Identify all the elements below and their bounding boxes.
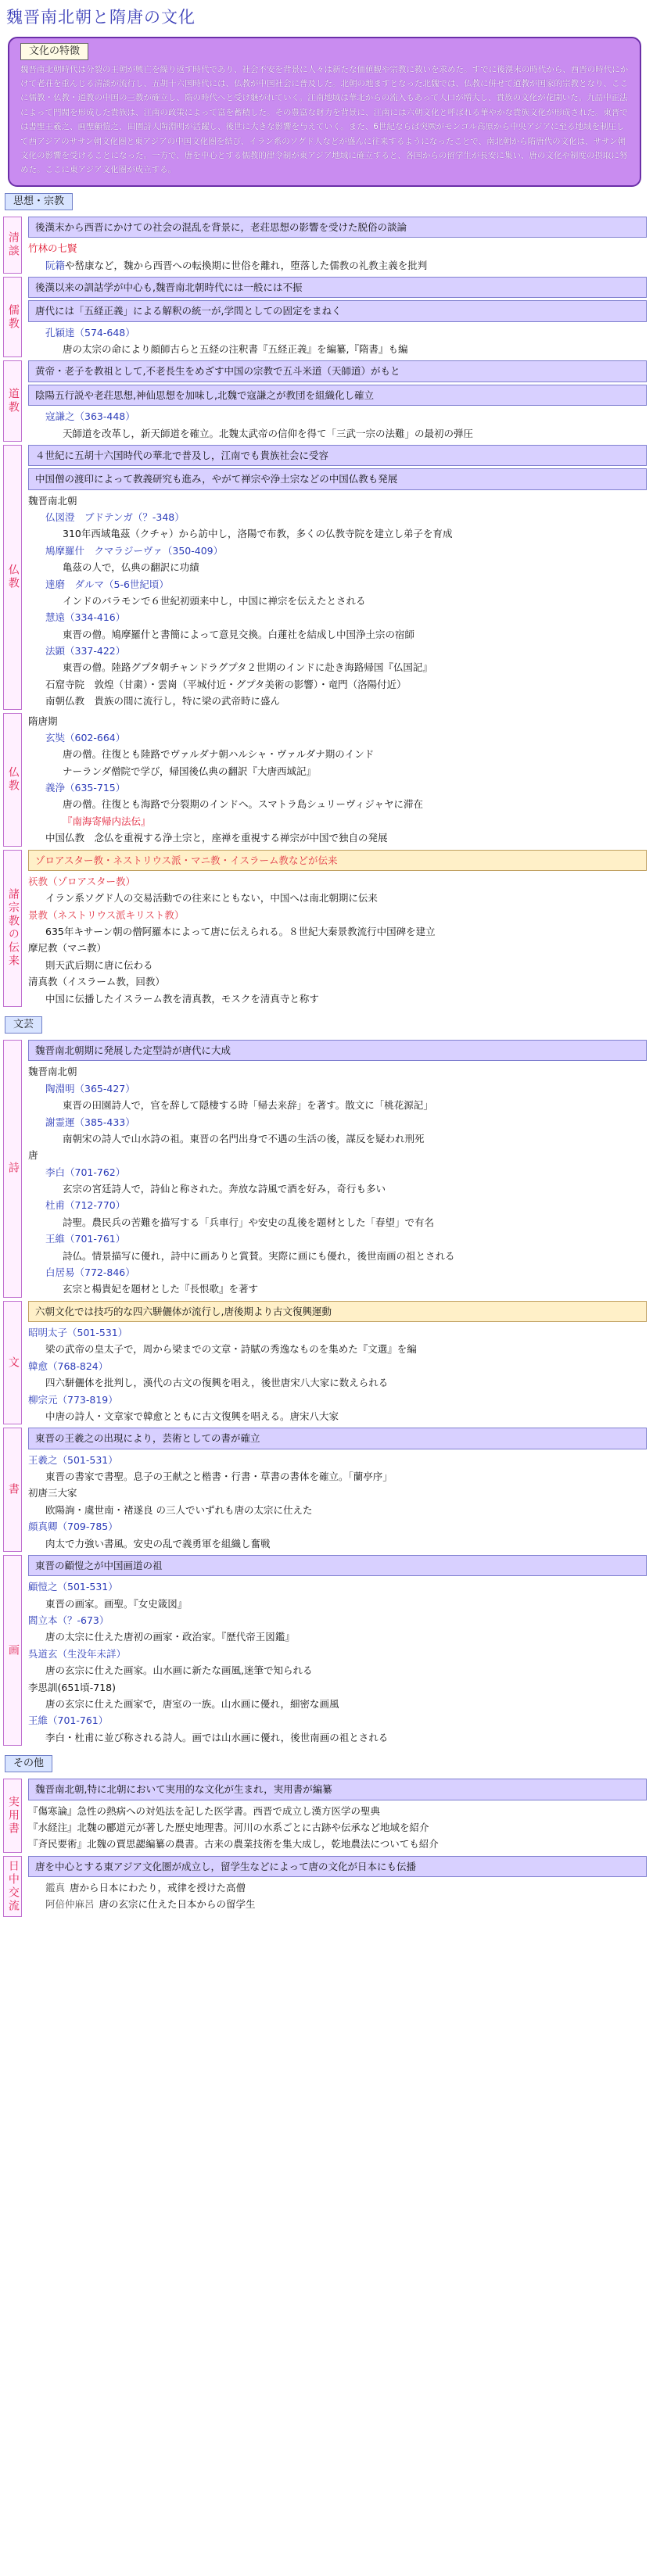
person: 閻立本（？-673）: [28, 1614, 109, 1627]
desc: 唐の玄宗に仕えた画家で，唐室の一族。山水画に優れ，細密な画風: [45, 1697, 339, 1710]
lead: 後漢末から西晋にかけての社会の混乱を背景に，老荘思想の影響を受けた脱俗の談論: [28, 217, 647, 238]
desc: 唐の太宗の命により顔師古らと五経の注釈書『五経正義』を編纂,『隋書』も編: [63, 343, 408, 356]
block-foreign-religions: [3, 850, 647, 1007]
desc: 東晋の田園詩人で，官を辞して隠棲する時「帰去来辞」を著す。散文に「桃花源記」: [63, 1099, 433, 1112]
period-heading: 魏晋南北朝: [28, 1066, 77, 1078]
person: 阿倍仲麻呂: [45, 1898, 95, 1911]
desc: 中唐の詩人・文章家で韓愈とともに古文復興を唱える。唐宋八大家: [45, 1410, 339, 1422]
side-label: 清談: [3, 217, 22, 274]
person: 呉道玄（生没年未詳）: [28, 1647, 127, 1660]
term: 清真教（イスラーム教，回教）: [28, 976, 165, 988]
person: 寇謙之（363-448）: [45, 410, 135, 423]
block-practical-books: [3, 1779, 647, 1853]
lead: ゾロアスター教・ネストリウス派・マニ教・イスラーム教などが伝来: [28, 850, 647, 871]
person: 達磨 ダルマ（5-6世紀頃）: [45, 578, 169, 590]
desc: イラン系ソグド人の交易活動での往来にともない，中国へは南北朝期に伝来: [45, 892, 378, 905]
lead: 唐を中心とする東アジア文化圏が成立し，留学生などによって唐の文化が日本にも伝播: [28, 1856, 647, 1877]
block-buddhism: [3, 445, 647, 710]
page-title: 魏晋南北朝と隋唐の文化: [6, 8, 196, 27]
desc: 『傷寒論』急性の熱病への対処法を記した医学書。西晋で成立し漢方医学の聖典: [28, 1804, 381, 1817]
desc: 唐の僧。往復とも陸路でヴァルダナ朝ハルシャ・ヴァルダナ期のインド: [63, 748, 375, 761]
desc: 東晋の僧。陸路グプタ朝チャンドラグプタ２世期のインドに赴き海路帰国『仏国記』: [63, 661, 432, 674]
side-label: 仏教: [3, 713, 22, 847]
term: 摩尼教（マニ教）: [28, 942, 107, 955]
desc: ナーランダ僧院で学び，帰国後仏典の翻訳『大唐西域記』: [63, 765, 317, 777]
desc: 欧陽詢・虞世南・褚遂良 の三人でいずれも唐の太宗に仕えた: [45, 1503, 313, 1516]
period-heading: 唐: [28, 1149, 38, 1162]
block-calligraphy: [3, 1428, 647, 1552]
lead: 東晋の王羲之の出現により，芸術としての書が確立: [28, 1428, 647, 1449]
person: 李白（701-762）: [45, 1166, 126, 1178]
block-confucianism: [3, 277, 647, 358]
person: 王羲之（501-531）: [28, 1453, 118, 1466]
lead: 黄帝・老子を教祖として,不老長生をめざす中国の宗教で五斗米道（天師道）がもと: [28, 360, 647, 382]
desc: 李白・杜甫に並び称される詩人。画では山水画に優れ，後世南画の祖とされる: [45, 1731, 389, 1743]
side-label: 道教: [3, 360, 22, 442]
lead: 後漢以来の訓詁学が中心も,魏晋南北朝時代には一般には不振: [28, 277, 647, 298]
side-label: 画: [3, 1555, 22, 1746]
section-thought-religion: 思想・宗教: [5, 193, 73, 210]
desc: 則天武后期に唐に伝わる: [45, 958, 153, 971]
period-heading: 隋唐期: [28, 715, 58, 727]
person: 杜甫（712-770）: [45, 1199, 126, 1212]
person: 王維（701-761）: [45, 1233, 126, 1245]
side-label: 実用書: [3, 1779, 22, 1853]
lead: 唐代には「五経正義」による解釈の統一が,学問としての固定をまねく: [28, 300, 647, 321]
desc: 唐の僧。往復とも海路で分裂期のインドへ。スマトラ島シュリーヴィジャヤに滞在: [63, 798, 424, 811]
block-taoism: [3, 360, 647, 442]
person: 鳩摩羅什 クマラジーヴァ（350-409）: [45, 544, 224, 557]
desc: 肉太で力強い書風。安史の乱で義勇軍を組織し奮戦: [45, 1537, 271, 1550]
desc: 東晋の画家。画聖。『女史箴図』: [45, 1597, 188, 1610]
person: 顧愷之（501-531）: [28, 1581, 118, 1593]
person: 玄奘（602-664）: [45, 731, 126, 743]
desc: 天師道を改革し，新天師道を確立。北魏太武帝の信仰を得て「三武一宗の法難」の最初の弾圧: [63, 427, 474, 439]
person: 阮籍: [45, 259, 66, 271]
lead: 陰陽五行説や老荘思想,神仙思想を加味し,北魏で寇謙之が教団を組織化し確立: [28, 385, 647, 406]
block-prose: [3, 1301, 647, 1425]
person: 李思訓(651頃-718): [28, 1681, 116, 1693]
lead: 中国僧の渡印によって教義研究も進み，やがて禅宗や浄土宗などの中国仏教も発展: [28, 468, 647, 489]
desc: 東晋の書家で書聖。息子の王献之と楷書・行書・草書の書体を確立。「蘭亭序」: [45, 1471, 393, 1483]
block-painting: [3, 1555, 647, 1746]
person: 孔穎達（574-648）: [45, 326, 135, 339]
desc: 四六駢儷体を批判し，漢代の古文の復興を唱え，後世唐宋八大家に数えられる: [45, 1377, 389, 1389]
desc: 石窟寺院 敦煌（甘粛）・雲崗（平城付近・グプタ美術の影響）・竜門（洛陽付近）: [45, 678, 407, 690]
desc: 玄宗と楊貴妃を題材とした『長恨歌』を著す: [63, 1283, 259, 1295]
desc: 『南海寄帰内法伝』: [63, 815, 151, 827]
desc: 亀茲の人で，仏典の翻訳に功績: [63, 561, 199, 574]
lead: 東晋の顧愷之が中国画道の祖: [28, 1555, 647, 1576]
side-label: 仏教: [3, 445, 22, 710]
intro-tag: 文化の特徴: [20, 43, 88, 60]
desc: 詩聖。農民兵の苦難を描写する「兵車行」や安史の乱後を題材とした「春望」で有名: [63, 1216, 435, 1228]
person: 義浄（635-715）: [45, 782, 126, 794]
person: 陶淵明（365-427）: [45, 1082, 135, 1095]
desc: 南朝宋の詩人で山水詩の祖。東晋の名門出身で不遇の生活の後，謀反を疑われ刑死: [63, 1132, 425, 1145]
person: 昭明太子（501-531）: [28, 1327, 128, 1339]
block-buddhism-suitang: [3, 713, 647, 847]
period-heading: 魏晋南北朝: [28, 494, 77, 507]
intro-text: 魏晋南北朝時代は分裂の王朝が興亡を繰り返す時代であり、社会不安を背景に人々は新たな価値観や宗教に救いを求めた。すでに後漢末の時代から、西晋の時代にかけて老荘を重んじる清談が流行し、五胡十六国時代には、仏教が中国社会に普及した。北朝の地ますとなった北魏では、仏教に併せて道教が国家的宗教となり、ここに儒教・仏教・道教の中国の三教が確立し、隋の時代へと受け継がれていく。江南地域は華北からの流入もあって人口が増大し、貴族の文化が花開いた。九品中正法によって門閥を形成した貴族は、江南の政策によって富を蓄積した。その豊富な財力を背景に、江南には六朝文化と呼ばれる華やかな貴族文化が形成された。東晋では書聖王羲之、画聖顧愷之、田園詩人陶淵明が活躍し、後世に大きな影響を与えていく。また、6世紀ならば突厥がモンゴル高原から中央アジアに至る地域を制圧して西アジアのササン朝文化圏と東アジアの中国文化圏を結び、イラン系のソグド人などが盛んに往来するようになったことで、南北朝から隋唐代の文化は、ササン朝文化の影響を受けることになった。一方で、唐を中心とする儒教的律令制が東アジア地域に確立すると、各国からの留学生が長安に集い、唐の文化や制度の摂取に努めた。ここに東アジア文化圏が成立する。: [20, 64, 629, 175]
section-literature: 文芸: [5, 1016, 42, 1034]
person: 柳宗元（773-819）: [28, 1393, 118, 1406]
block-poetry: [3, 1040, 647, 1298]
desc: 梁の武帝の皇太子で，周から梁までの文章・詩賦の秀逸なものを集めた『文選』を編: [45, 1343, 417, 1356]
desc: 『水経注』北魏の酈道元が著した歴史地理書。河川の水系ごとに古跡や伝承など地域を紹介: [28, 1821, 429, 1833]
lead: 魏晋南北朝期に発展した定型詩が唐代に大成: [28, 1040, 647, 1061]
person: 仏図澄 ブドテンガ（？-348）: [45, 511, 185, 524]
lead: 六朝文化では技巧的な四六駢儷体が流行し,唐後期より古文復興運動: [28, 1301, 647, 1322]
person: 顔真卿（709-785）: [28, 1521, 118, 1533]
desc: 東晋の僧。鳩摩羅什と書簡によって意見交換。白蓮社を結成し中国浄土宗の宿師: [63, 628, 415, 640]
side-label: 詩: [3, 1040, 22, 1298]
person: 王維（701-761）: [28, 1714, 109, 1727]
side-label: 諸宗教の伝来: [3, 850, 22, 1007]
lead: ４世紀に五胡十六国時代の華北で普及し，江南でも貴族社会に受容: [28, 445, 647, 466]
person: 白居易（772-846）: [45, 1266, 135, 1278]
desc: や嵆康など，魏から西晋への転換期に世俗を離れ，堕落した儒教の礼教主義を批判: [65, 259, 428, 271]
desc: 唐の玄宗に仕えた日本からの留学生: [99, 1898, 256, 1911]
desc: インドのバラモンで６世紀初頭来中し，中国に禅宗を伝えたとされる: [63, 594, 366, 607]
person: 法顕（337-422）: [45, 645, 126, 657]
desc: 310年西域亀茲（クチャ）から訪中し，洛陽で布教，多くの仏教寺院を建立し弟子を育成: [63, 528, 453, 540]
side-label: 儒教: [3, 277, 22, 358]
side-label: 書: [3, 1428, 22, 1552]
term: 竹林の七賢: [28, 242, 77, 255]
desc: 唐の太宗に仕えた唐初の画家・政治家。『歴代帝王図鑑』: [45, 1631, 295, 1643]
desc: 中国仏教 念仏を重視する浄土宗と，座禅を重視する禅宗が中国で独自の発展: [45, 832, 388, 844]
person: 慧遠（334-416）: [45, 611, 126, 624]
desc: 中国に伝播したイスラーム教を清真教，モスクを清真寺と称す: [45, 992, 319, 1005]
person: 鑑真: [45, 1882, 66, 1894]
lead: 魏晋南北朝,特に北朝において実用的な文化が生まれ，実用書が編纂: [28, 1779, 647, 1800]
desc: 635年キサーン朝の僧阿羅本によって唐に伝えられる。８世紀大秦景教流行中国碑を建立: [45, 926, 436, 938]
intro-box: [8, 37, 641, 187]
desc: 『斉民要術』北魏の賈思勰編纂の農書。古来の農業技術を集大成し，乾地農法についても紹介: [28, 1838, 439, 1850]
period-heading: 初唐三大家: [28, 1487, 77, 1499]
block-qingtan: [3, 217, 647, 274]
desc: 唐の玄宗に仕えた画家。山水画に新たな画風,迷筆で知られる: [45, 1664, 313, 1677]
term: 景教（ネストリウス派キリスト教）: [28, 908, 185, 921]
desc: 詩仏。情景描写に優れ，詩中に画ありと賞賛。実際に画にも優れ，後世南画の祖とされる: [63, 1249, 455, 1262]
side-label: 日中交流: [3, 1856, 22, 1917]
term: 祆教（ゾロアスター教）: [28, 875, 136, 887]
desc: 南朝仏教 貴族の間に流行し，特に梁の武帝時に盛ん: [45, 695, 281, 708]
person: 謝霊運（385-433）: [45, 1116, 135, 1128]
section-other: その他: [5, 1755, 52, 1772]
side-label: 文: [3, 1301, 22, 1425]
person: 韓愈（768-824）: [28, 1360, 109, 1372]
desc: 唐から日本にわたり，戒律を授けた高僧: [70, 1882, 246, 1894]
desc: 玄宗の宮廷詩人で，詩仙と称された。奔放な詩風で酒を好み，奇行も多い: [63, 1183, 386, 1195]
block-japan-china-exchange: [3, 1856, 647, 1917]
